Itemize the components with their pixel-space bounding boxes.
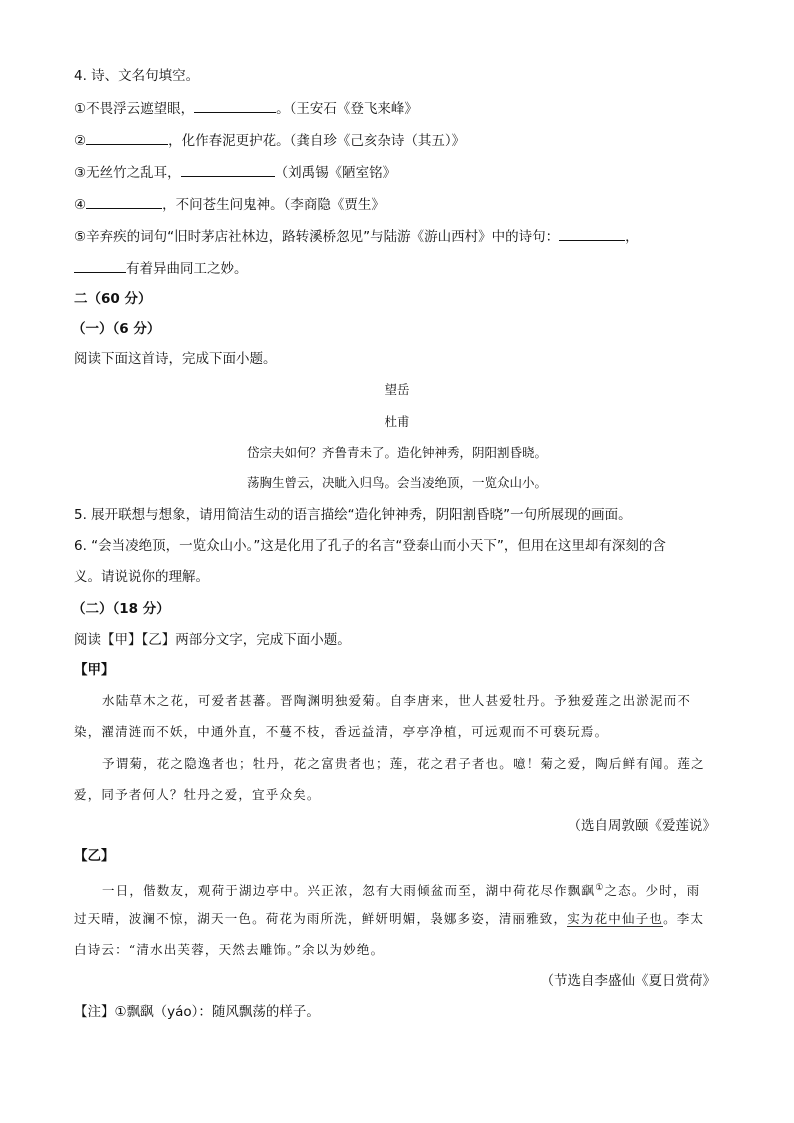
q4-item-5-text-b: ，	[625, 229, 639, 245]
poem-title: 望岳	[384, 382, 410, 397]
answer-blank[interactable]	[86, 194, 162, 209]
underlined-phrase: 实为花中仙子也	[567, 911, 664, 926]
question-5: 5. 展开联想与想象，请用简洁生动的语言描绘“造化钟神秀，阴阳割昏晓”一句所展现的画面。	[74, 507, 632, 523]
answer-blank[interactable]	[74, 258, 126, 273]
passage-yi-line-3: 白诗云：“清水出芙蓉，天然去雕饰。”余以为妙绝。	[74, 942, 385, 957]
footnote: 【注】①飘飖（yáo）：随风飘荡的样子。	[74, 1004, 320, 1020]
q4-item-4-text-a: ④	[74, 197, 87, 213]
part-1-title: （一）（6 分）	[72, 321, 161, 337]
answer-blank[interactable]	[559, 226, 625, 241]
passage-jia-line-1: 水陆草木之花，可爱者甚蕃。晋陶渊明独爱菊。自李唐来，世人甚爱牡丹。予独爱莲之出淤泥而不	[102, 693, 692, 708]
poem-author: 杜甫	[384, 414, 410, 429]
question-6-line-2: 义。请说说你的理解。	[74, 569, 209, 585]
passage-jia-line-3: 予谓菊，花之隐逸者也；牡丹，花之富贵者也；莲，花之君子者也。噫！菊之爱，陶后鲜有闻。莲之	[102, 756, 705, 771]
passage-yi-line-1-b: 之态。少时，雨	[604, 883, 701, 899]
question-6-line-1: 6. “会当凌绝顶，一览众山小。”这是化用了孔子的名言“登泰山而小天下”，但用在这里却有深刻的含	[74, 538, 666, 554]
answer-blank[interactable]	[194, 98, 276, 113]
passage-yi-source: （节选自李盛仙《夏日赏荷》	[540, 973, 716, 989]
passage-yi-line-1	[102, 878, 748, 901]
passage-yi-label: 【乙】	[74, 848, 115, 864]
q4-item-1	[74, 98, 418, 119]
q4-item-2-text-a: ②	[74, 133, 87, 149]
footnote-marker: ①	[595, 883, 605, 893]
q4-item-5	[74, 226, 639, 247]
q4-item-5-text-c: 有着异曲同工之妙。	[126, 261, 248, 277]
passage-yi-line-1-a: 一日，偕数友，观荷于湖边亭中。兴正浓，忽有大雨倾盆而至，湖中荷花尽作飘飖	[102, 883, 596, 899]
part-2-title: （二）（18 分）	[72, 601, 170, 617]
answer-blank[interactable]	[181, 162, 275, 177]
passage-yi-line-2-a: 过天晴，波澜不惊，湖天一色。荷花为雨所洗，鲜妍明媚，袅娜多姿，清丽雅致，	[74, 911, 568, 926]
part-2-intro: 阅读【甲】【乙】两部分文字，完成下面小题。	[74, 632, 351, 648]
poem-line-2: 荡胸生曾云，决眦入归鸟。会当凌绝顶，一览众山小。	[246, 475, 547, 490]
q4-item-4	[74, 194, 385, 215]
poem-line-1: 岱宗夫如何？齐鲁青未了。造化钟神秀，阴阳割昏晓。	[246, 445, 547, 460]
passage-yi-line-2-b: 。李太	[663, 911, 705, 926]
q4-item-3-text-a: ③无丝竹之乱耳，	[74, 165, 181, 181]
section-2-title: 二（60 分）	[74, 291, 152, 307]
answer-blank[interactable]	[86, 130, 168, 145]
q4-item-1-text-a: ①不畏浮云遮望眼，	[74, 101, 195, 117]
passage-jia-line-2: 染，濯清涟而不妖，中通外直，不蔓不枝，香远益清，亭亭净植，可远观而不可亵玩焉。	[74, 724, 609, 739]
passage-jia-label: 【甲】	[74, 662, 115, 678]
q4-item-3-text-b: （刘禹锡《陋室铭》	[274, 165, 397, 181]
q4-item-5-text-a: ⑤辛弃疾的词句“旧时茅店社林边，路转溪桥忽见”与陆游《游山西村》中的诗句：	[74, 229, 560, 245]
q4-title: 4. 诗、文名句填空。	[74, 68, 200, 84]
part-1-intro: 阅读下面这首诗，完成下面小题。	[74, 351, 277, 367]
passage-jia-source: （选自周敦颐《爱莲说》	[567, 818, 716, 834]
q4-item-5-cont	[74, 258, 248, 279]
q4-item-4-text-b: ，不问苍生问鬼神。（李商隐《贾生》	[162, 197, 385, 213]
q4-item-2	[74, 130, 465, 151]
q4-item-2-text-b: ，化作春泥更护花。（龚自珍《己亥杂诗（其五）》	[168, 133, 466, 149]
passage-yi-line-2	[74, 909, 720, 929]
passage-jia-line-4: 爱，同予者何人？牡丹之爱，宜乎众矣。	[74, 787, 321, 802]
q4-item-3	[74, 162, 396, 183]
q4-item-1-text-b: 。（王安石《登飞来峰》	[276, 101, 418, 117]
